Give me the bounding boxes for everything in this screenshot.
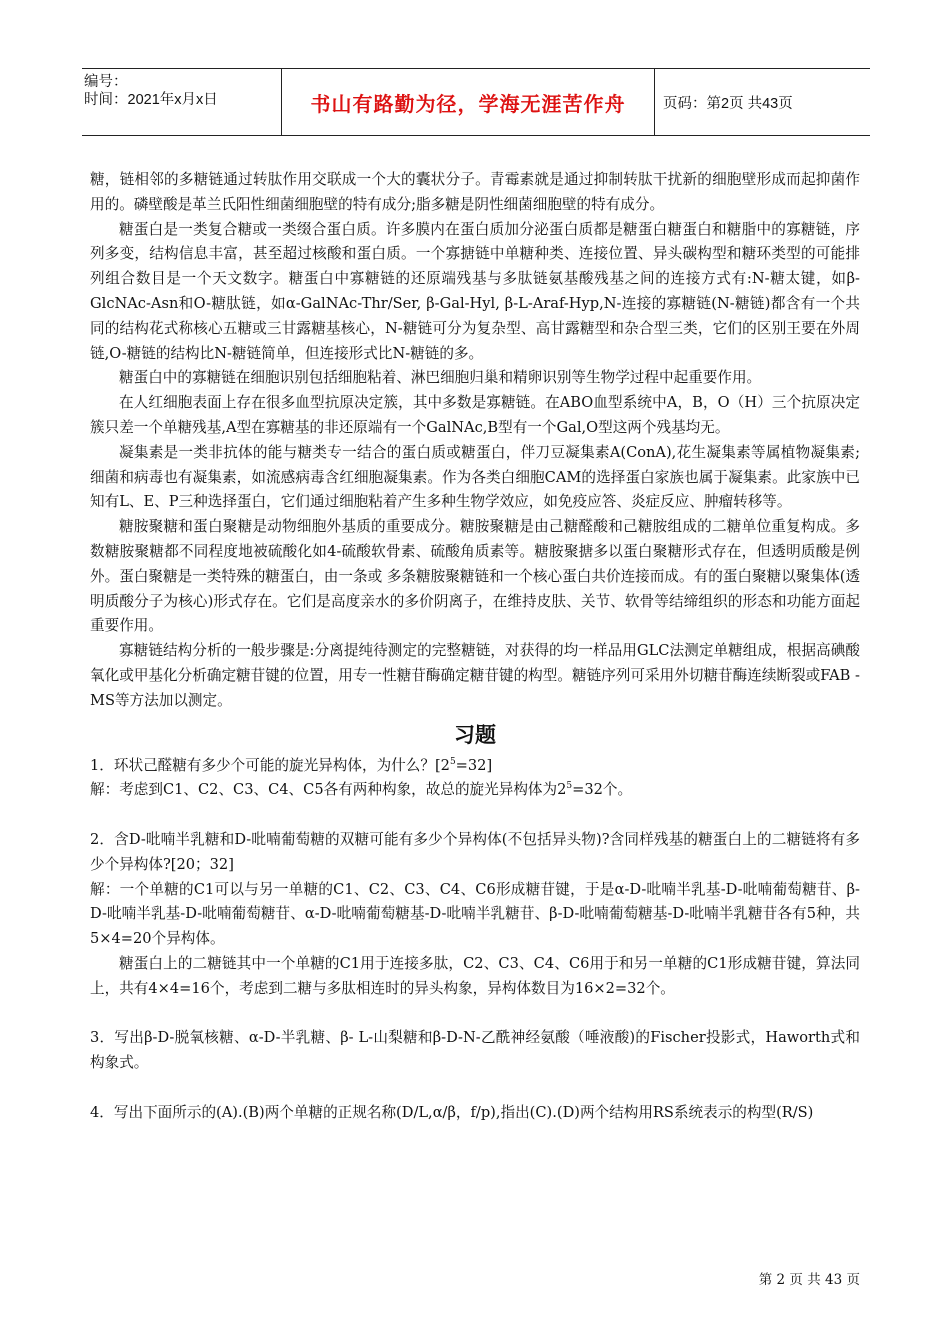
header-meta [82, 69, 282, 135]
answer-2-part-1: 解：一个单糖的C1可以与另一单糖的C1、C2、C3、C4、C6形成糖苷键，于是α-D-吡喃半乳基-D-吡喃葡萄糖苷、β-D-吡喃半乳基-D-吡喃葡萄糖苷、α-D-吡喃葡萄糖基-D-吡喃半乳糖苷、β-D-吡喃葡萄糖基-D-吡喃半乳糖苷各有5种，共5×4=20个异构体。 [90, 880, 860, 948]
header-motto: 书山有路勤为径，学海无涯苦作舟 [282, 69, 655, 135]
question-2: 2．含D-吡喃半乳糖和D-吡喃葡萄糖的双糖可能有多少个异构体(不包括异头物)?含同样残基的糖蛋白上的二糖链将有多少个异构体?[20；32] [90, 830, 860, 873]
question-1: 1．环状己醛糖有多少个可能的旋光异构体，为什么？$[2^5=32]$ [90, 756, 493, 774]
paragraph-3: 糖蛋白中的寡糖链在细胞识别包括细胞粘着、淋巴细胞归巢和精卵识别等生物学过程中起重要作用。 [119, 369, 762, 387]
paragraph-6: 糖胺聚糖和蛋白聚糖是动物细胞外基质的重要成分。糖胺聚糖是由己糖醛酸和己糖胺组成的二糖单位重复构成。多数糖胺聚糖都不同程度地被硫酸化如4-硫酸软骨素、硫酸角质素等。糖胺聚搪多以蛋白聚糖形式存在，但透明质酸是例外。蛋白聚糖是一类特殊的糖蛋白，由一条或 多条糖胺聚糖链和一个核心蛋白共价连接而成。有的蛋白聚糖以聚集体(透明质酸分子为核心)形式存在。它们是高度亲水的多价阴离子，在维持皮肤、关节、软骨等结缔组织的形态和功能方面起重要作用。 [90, 518, 860, 635]
header-number-label: 编号： [84, 74, 128, 90]
header-time-label: 时间：2021年x月x日 [84, 92, 218, 108]
header-page-info: 页码：第2页 共43页 [663, 95, 793, 112]
question-4: 4．写出下面所示的(A).(B)两个单糖的正规名称(D/L,α/β，f/p),指出(C).(D)两个结构用RS系统表示的构型(R/S) [90, 1103, 814, 1121]
exercises-title: 习题 [454, 722, 496, 747]
document-body [90, 168, 860, 1125]
question-3: 3．写出β-D-脱氧核糖、α-D-半乳糖、β- L-山梨糖和β-D-N-乙酰神经氨酸（唾液酸)的Fischer投影式，Haworth式和构象式。 [90, 1029, 860, 1072]
answer-1: 解：考虑到C1、C2、C3、C4、C5各有两种构象，故总的旋光异构体为$2^5=32$个。 [90, 781, 633, 799]
spacer [90, 803, 860, 828]
page-footer: 第 2 页 共 43 页 [758, 1272, 860, 1288]
paragraph-5: 凝集素是一类非抗体的能与糖类专一结合的蛋白质或糖蛋白，伴刀豆凝集素A(ConA),花生凝集素等属植物凝集素;细菌和病毒也有凝集素，如流感病毒含红细胞凝集素。作为各类白细胞CAM的选择蛋白家族也属于凝集素。此家族中已知有L、E、P三种选择蛋白，它们通过细胞粘着产生多种生物学效应，如免疫应答、炎症反应、肿瘤转移等。 [90, 443, 860, 511]
paragraph-4: 在人红细胞表面上存在很多血型抗原决定簇，其中多数是寡糖链。在ABO血型系统中A，B，O（H）三个抗原决定簇只差一个单糖残基,A型在寡糖基的非还原端有一个GalNAc,B型有一个Gal,O型这两个残基均无。 [90, 394, 860, 436]
page-header [82, 68, 870, 136]
paragraph-1: 糖，链相邻的多糖链通过转肽作用交联成一个大的囊状分子。青霉素就是通过抑制转肽干扰新的细胞壁形成而起抑菌作用的。磷壁酸是革兰氏阳性细菌细胞壁的特有成分;脂多糖是阴性细菌细胞壁的特有成分。 [90, 171, 860, 213]
paragraph-2: 糖蛋白是一类复合糖或一类缀合蛋白质。许多膜内在蛋白质加分泌蛋白质都是糖蛋白糖蛋白和糖脂中的寡糖链，序列多变，结构信息丰富，甚至超过核酸和蛋白质。一个寡搪链中单糖种类、连接位置、异头碳构型和糖环类型的可能排列组合数目是一个天文数字。糖蛋白中寡糖链的还原端残基与多肽链氨基酸残基之间的连接方式有:N-糖太键，如β- GlcNAc-Asn和O-糖肽链，如α-GalNAc-Thr/Ser, β-Gal-Hyl, β-L-Araf-Hyp,N-连接的寡糖链(N-糖链)都含有一个共同的结构花式称核心五糖或三甘露糖基核心，N-糖链可分为复杂型、高甘露糖型和杂合型三类，它们的区别王要在外周链,O-糖链的结构比N-糖链简单，但连接形式比N-糖链的多。 [90, 220, 860, 362]
paragraph-7: 寡糖链结构分析的一般步骤是:分离提纯待测定的完整糖链，对获得的均一样品用GLC法测定单糖组成，根据高碘酸氧化或甲基化分析确定糖苷键的位置，用专一性糖苷酶确定糖苷键的构型。糖链序列可采用外切糖苷酶连续断裂或FAB - MS等方法加以测定。 [90, 642, 860, 709]
answer-2-part-2: 糖蛋白上的二糖链其中一个单糖的C1用于连接多肽，C2、C3、C4、C6用于和另一单糖的C1形成糖苷键，算法同上，共有4×4=16个，考虑到二糖与多肽相连时的异头构象，异构体数目为16×2=32个。 [90, 954, 860, 997]
spacer [90, 1002, 860, 1027]
spacer [90, 1076, 860, 1101]
